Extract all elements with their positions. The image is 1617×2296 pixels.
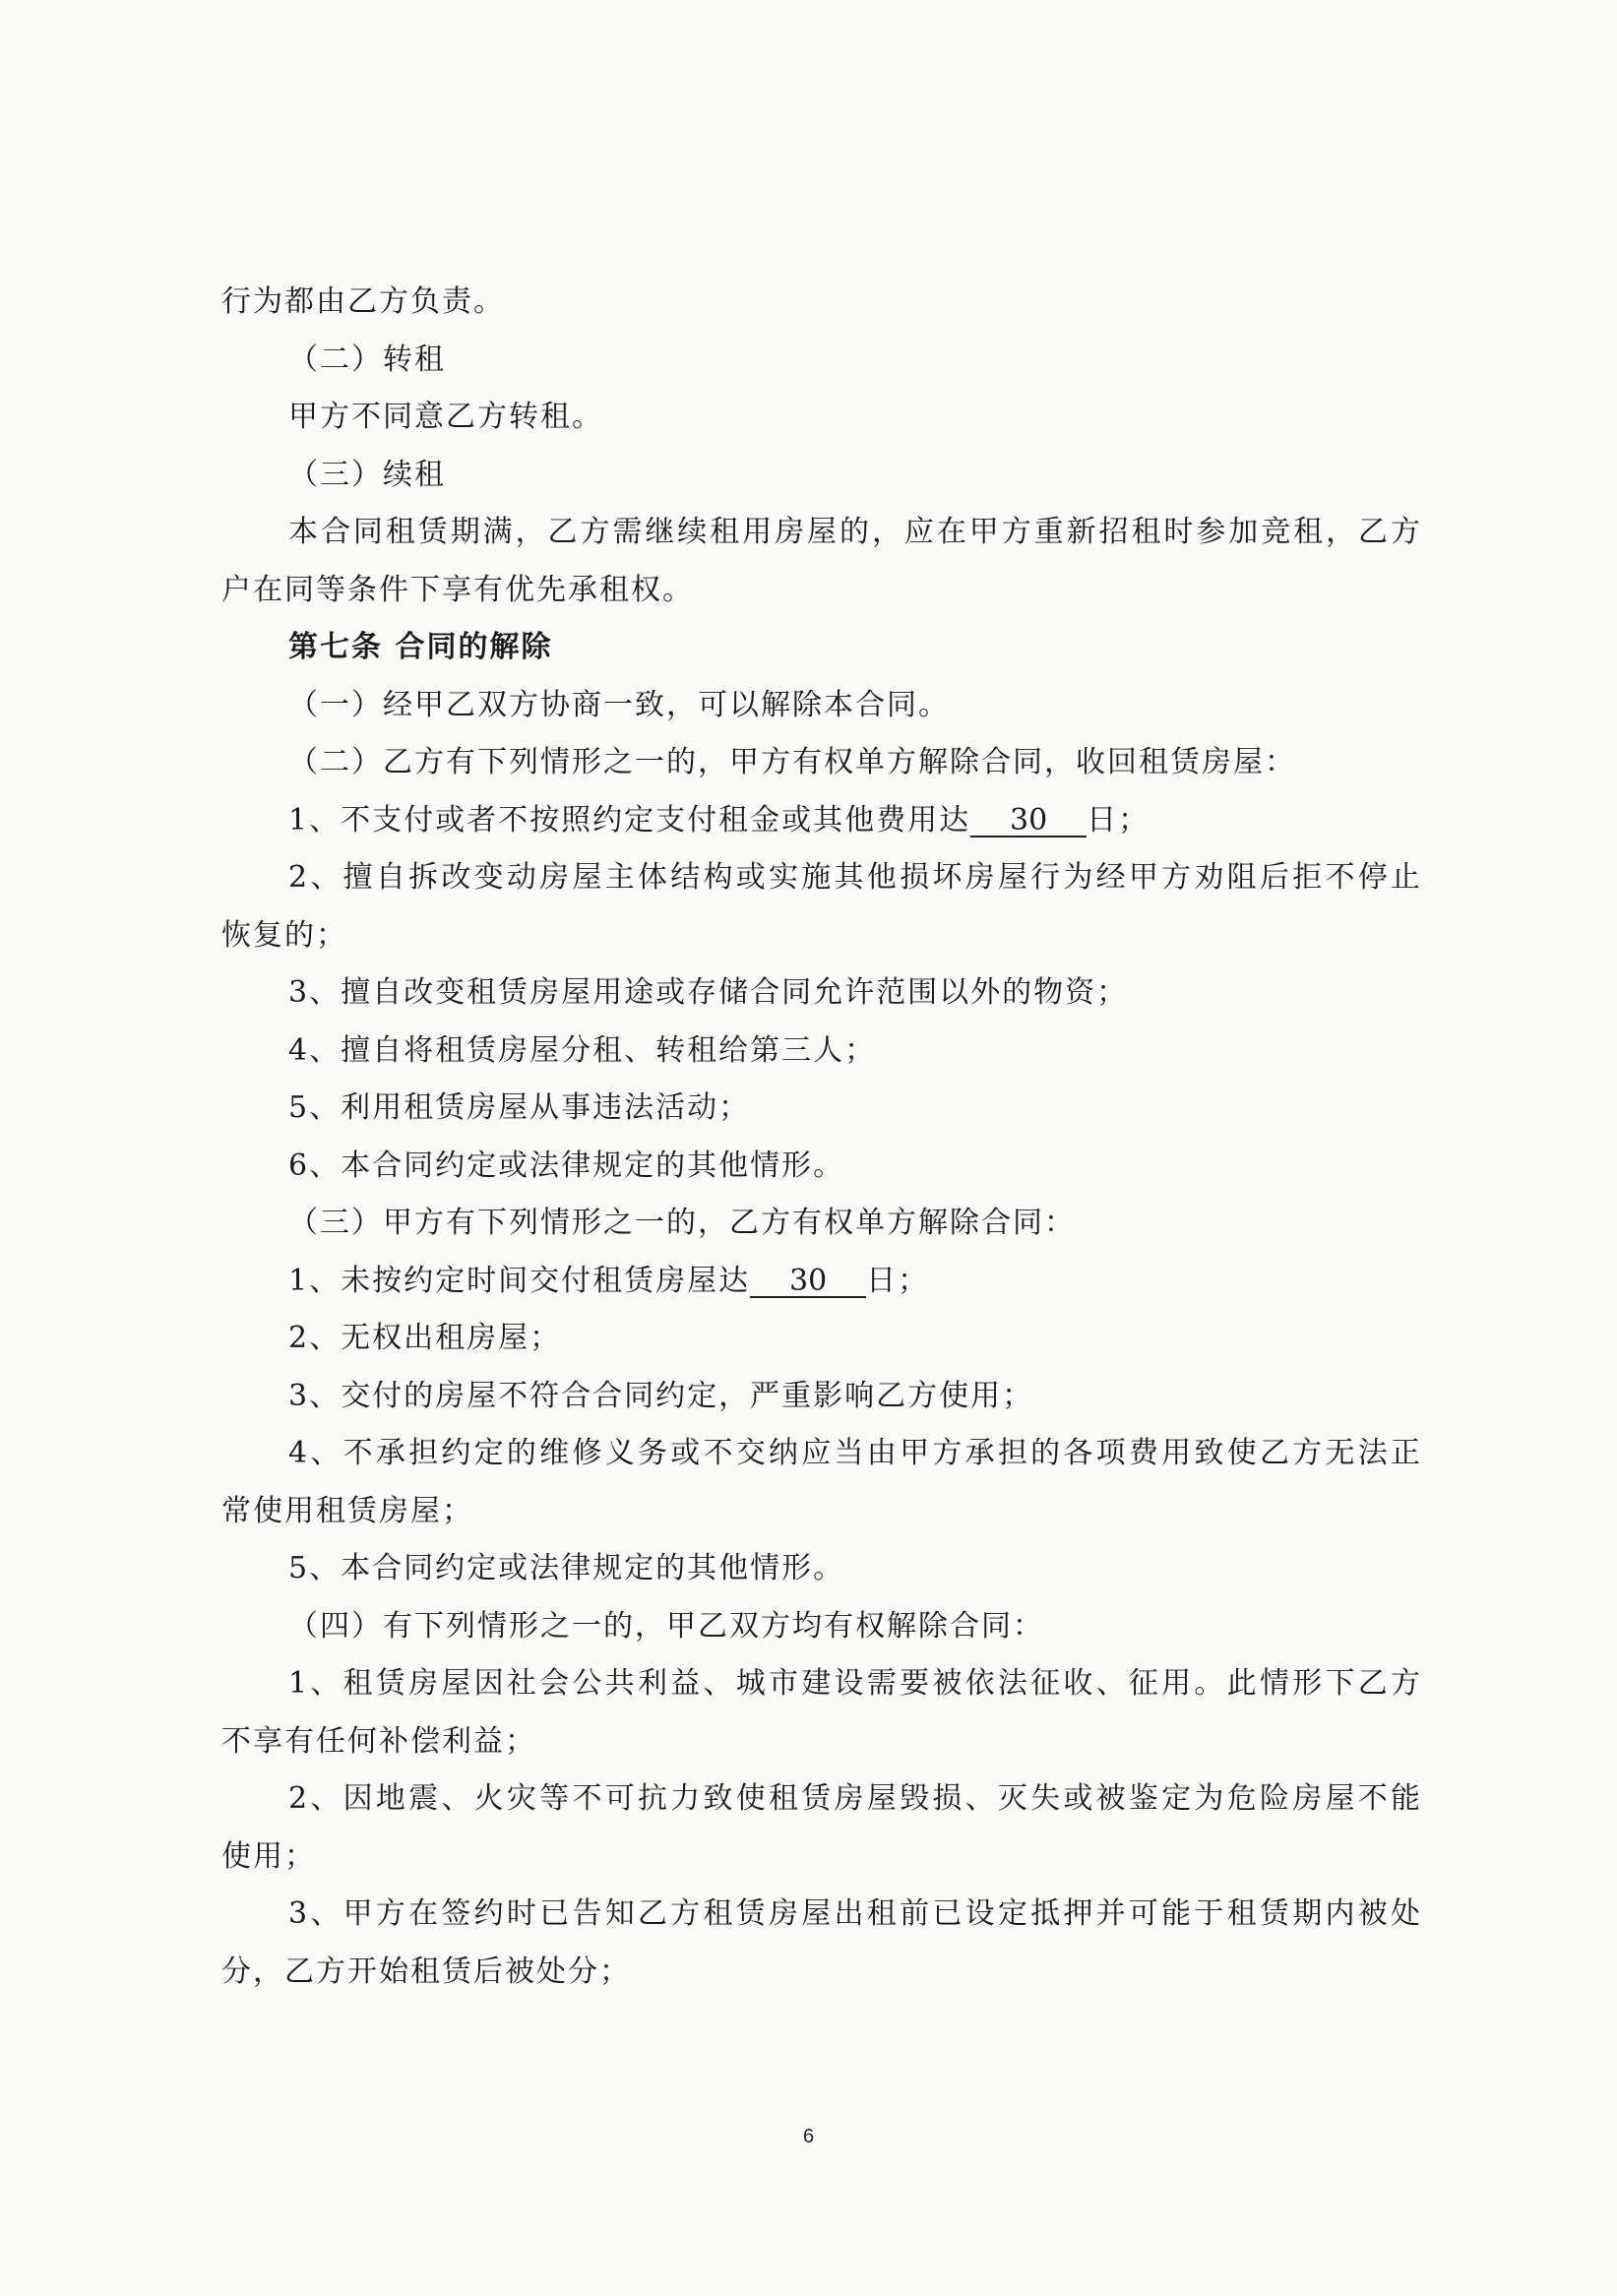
text-line: 5、本合同约定或法律规定的其他情形。 [288,1551,845,1585]
text-line: 行为都由乙方负责。 [221,284,505,319]
text-line: 4、擅自将租赁房屋分租、转租给第三人； [288,1032,877,1068]
text-line: 分，乙方开始租赁后被处分； [221,1954,631,1989]
document-body [221,274,1422,2001]
fill-in-blank: 30 [750,1267,866,1298]
text-line: （一）经甲乙双方协商一致，可以解除本合同。 [288,687,950,722]
text-line: 使用； [221,1838,316,1874]
text-line: 户在同等条件下享有优先承租权。 [221,572,694,607]
text-line: 3、擅自改变租赁房屋用途或存储合同允许范围以外的物资； [288,975,1129,1010]
text-line: 4、不承担约定的维修义务或不交纳应当由甲方承担的各项费用致使乙方无法正 [288,1436,1422,1470]
section-heading-renewal: （三）续租 [288,457,446,492]
fill-in-blank: 30 [970,806,1087,838]
text-line: （四）有下列情形之一的，甲乙双方均有权解除合同： [288,1608,1044,1644]
text-line: 本合同租赁期满，乙方需继续租用房屋的，应在甲方重新招租时参加竞租，乙方 [288,515,1422,549]
text-line: 6、本合同约定或法律规定的其他情形。 [288,1148,845,1183]
article-heading: 第七条 合同的解除 [288,630,553,664]
text-line: 甲方不同意乙方转租。 [288,400,603,434]
text-line: 1、租赁房屋因社会公共利益、城市建设需要被依法征收、征用。此情形下乙方 [288,1666,1422,1701]
text-line: （三）甲方有下列情形之一的，乙方有权单方解除合同： [288,1206,1076,1240]
text-line: 2、擅自拆改变动房屋主体结构或实施其他损坏房屋行为经甲方劝阻后拒不停止 [288,860,1422,895]
text-line: 2、因地震、火灾等不可抗力致使租赁房屋毁损、灭失或被鉴定为危险房屋不能 [288,1781,1422,1816]
text-line: 2、无权出租房屋； [288,1321,562,1355]
clause-text: 日； [1087,802,1151,838]
clause-text: 1、不支付或者不按照约定支付租金或其他费用达 [288,802,971,838]
clause-text: 1、未按约定时间交付租赁房屋达 [288,1263,751,1298]
text-line: （二）乙方有下列情形之一的，甲方有权单方解除合同，收回租赁房屋： [288,745,1296,779]
text-line: 常使用租赁房屋； [221,1493,473,1528]
text-line: 3、甲方在签约时已告知乙方租赁房屋出租前已设定抵押并可能于租赁期内被处 [288,1896,1422,1931]
text-line: 3、交付的房屋不符合合同约定，严重影响乙方使用； [288,1378,1034,1413]
text-line-with-blank [221,1253,1422,1311]
clause-text: 日； [866,1263,930,1298]
text-line: 不享有任何补偿利益； [221,1723,536,1759]
page-number: 6 [802,2126,815,2147]
section-heading-sublet: （二）转租 [288,341,446,377]
text-line: 恢复的； [221,917,347,953]
text-line-with-blank [221,792,1422,850]
text-line: 5、利用租赁房屋从事违法活动； [288,1090,751,1125]
